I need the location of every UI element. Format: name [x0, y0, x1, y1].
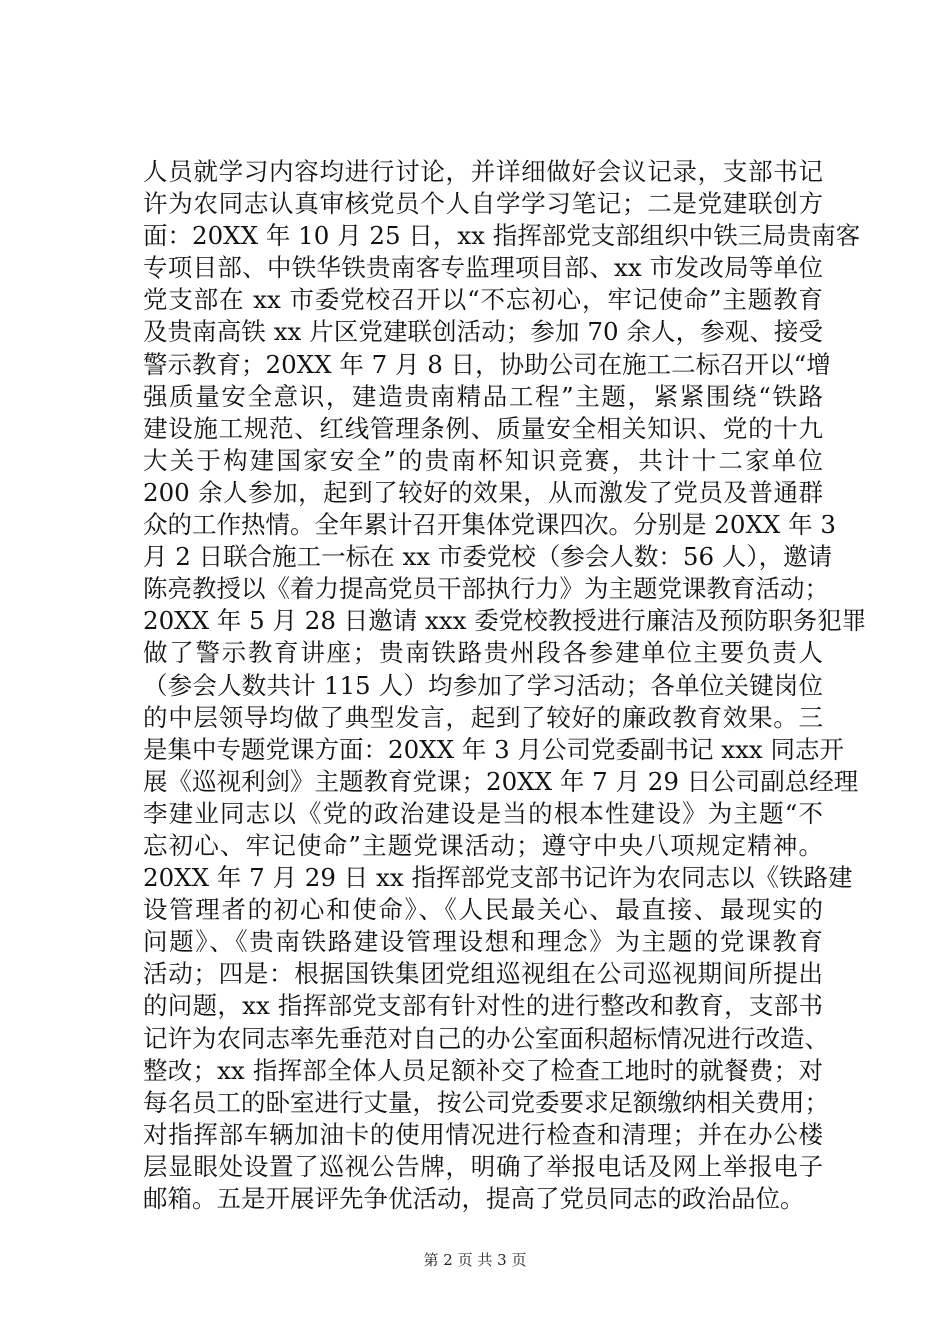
page-footer: 第 2 页 共 3 页: [423, 1251, 527, 1269]
paragraph-line: 李建业同志以《党的政治建设是当的根本性建设》为主题“不: [143, 798, 823, 828]
paragraph-line: 是集中专题党课方面：20XX 年 3 月公司党委副书记 xxx 同志开: [143, 734, 845, 764]
paragraph-line: 的中层领导均做了典型发言，起到了较好的廉政教育效果。三: [143, 702, 823, 732]
paragraph-line: 活动；四是：根据国铁集团党组巡视组在公司巡视期间所提出: [143, 959, 823, 989]
paragraph-line: 对指挥部车辆加油卡的使用情况进行检查和清理；并在办公楼: [143, 1119, 823, 1149]
paragraph-line: 人员就学习内容均进行讨论，并详细做好会议记录，支部书记: [143, 157, 823, 186]
paragraph-line: 陈亮教授以《着力提高党员干部执行力》为主题党课教育活动；: [143, 574, 829, 604]
paragraph-line: 及贵南高铁 xx 片区党建联创活动；参加 70 余人，参观、接受: [143, 317, 823, 347]
paragraph-line: 设管理者的初心和使命》、《人民最关心、最直接、最现实的: [143, 895, 823, 925]
paragraph-line: 层显眼处设置了巡视公告牌，明确了举报电话及网上举报电子: [143, 1151, 823, 1181]
paragraph-line: 专项目部、中铁华铁贵南客专监理项目部、xx 市发改局等单位: [143, 253, 823, 283]
paragraph-line: 党支部在 xx 市委党校召开以“不忘初心，牢记使命”主题教育: [143, 285, 823, 315]
paragraph-line: 建设施工规范、红线管理条例、质量安全相关知识、党的十九: [143, 413, 823, 443]
paragraph-line: （参会人数共计 115 人）均参加了学习活动；各单位关键岗位: [143, 670, 823, 700]
paragraph-line: 月 2 日联合施工一标在 xx 市委党校（参会人数：56 人），邀请: [143, 542, 833, 572]
paragraph-line: 做了警示教育讲座；贵南铁路贵州段各参建单位主要负责人: [143, 638, 823, 668]
paragraph-line: 的问题，xx 指挥部党支部有针对性的进行整改和教育，支部书: [143, 991, 823, 1021]
paragraph-line: 20XX 年 7 月 29 日 xx 指挥部党支部书记许为农同志以《铁路建: [143, 863, 853, 893]
body-paragraph: [143, 156, 867, 1215]
paragraph-line: 许为农同志认真审核党员个人自学学习笔记；二是党建联创方: [143, 189, 823, 219]
paragraph-line: 每名员工的卧室进行丈量，按公司党委要求足额缴纳相关费用；: [143, 1087, 829, 1117]
paragraph-line: 整改；xx 指挥部全体人员足额补交了检查工地时的就餐费；对: [143, 1055, 823, 1085]
paragraph-line: 20XX 年 5 月 28 日邀请 xxx 委党校教授进行廉洁及预防职务犯罪: [143, 606, 867, 636]
paragraph-line: 强质量安全意识，建造贵南精品工程”主题，紧紧围绕“铁路: [143, 381, 823, 411]
paragraph-line: 警示教育；20XX 年 7 月 8 日，协助公司在施工二标召开以“增: [143, 349, 831, 379]
paragraph-line: 记许为农同志率先垂范对自己的办公室面积超标情况进行改造、: [143, 1023, 829, 1053]
paragraph-line: 问题》、《贵南铁路建设管理设想和理念》为主题的党课教育: [143, 927, 823, 957]
paragraph-line: 200 余人参加，起到了较好的效果，从而激发了党员及普通群: [143, 477, 823, 507]
paragraph-line: 忘初心、牢记使命”主题党课活动；遵守中央八项规定精神。: [143, 830, 823, 860]
paragraph-line: 大关于构建国家安全”的贵南杯知识竞赛，共计十二家单位: [143, 445, 823, 475]
paragraph-line: 众的工作热情。全年累计召开集体党课四次。分别是 20XX 年 3: [143, 510, 837, 540]
paragraph-line: 展《巡视利剑》主题教育党课；20XX 年 7 月 29 日公司副总经理: [143, 766, 859, 796]
paragraph-line: 邮箱。五是开展评先争优活动，提高了党员同志的政治品位。: [143, 1184, 805, 1213]
paragraph-line: 面：20XX 年 10 月 25 日，xx 指挥部党支部组织中铁三局贵南客: [143, 221, 861, 251]
